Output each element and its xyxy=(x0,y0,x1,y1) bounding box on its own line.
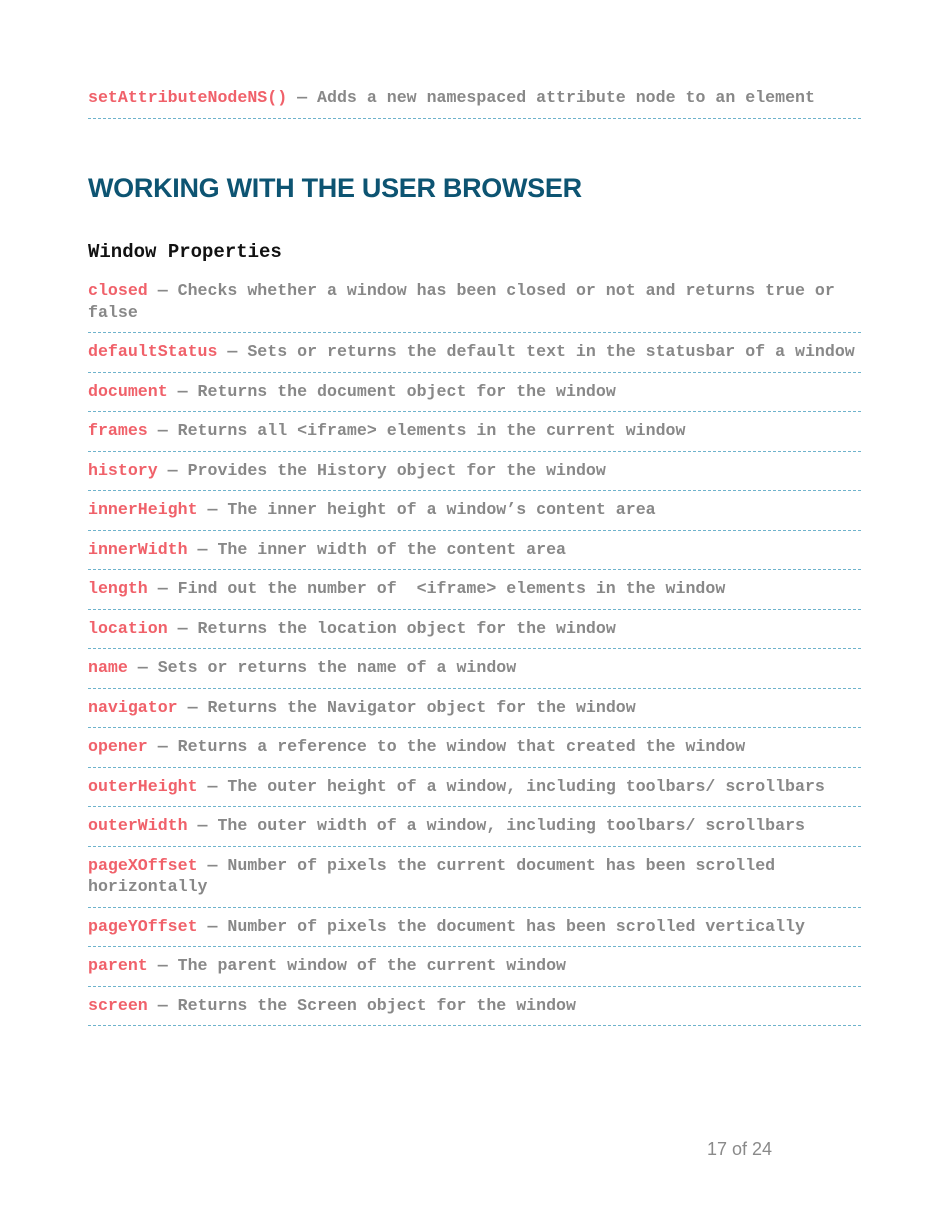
property-entry-screen xyxy=(88,987,861,1027)
property-term: history xyxy=(88,460,158,480)
property-term: name xyxy=(88,658,128,677)
property-term: innerHeight xyxy=(88,500,198,519)
property-entry-parent xyxy=(88,947,861,987)
subsection-title: Window Properties xyxy=(88,241,282,263)
property-term: opener xyxy=(88,737,148,756)
property-description: — Returns the document object for the window xyxy=(167,381,616,401)
property-term: closed xyxy=(88,281,148,300)
property-entry-navigator xyxy=(88,689,861,729)
property-term: pageXOffset xyxy=(88,855,198,875)
property-entry-pageXOffset xyxy=(88,847,861,908)
property-term: defaultStatus xyxy=(88,342,218,361)
property-description: — Returns the Navigator object for the window xyxy=(177,697,636,717)
property-description: — Find out the number of <iframe> elements in the window xyxy=(147,579,726,598)
property-description: — Sets or returns the default text in the statusbar of a window xyxy=(217,342,855,361)
property-description: — Sets or returns the name of a window xyxy=(127,658,517,677)
property-description: — The inner width of the content area xyxy=(187,539,566,559)
property-entry-pageYOffset xyxy=(88,908,861,948)
intro-entry xyxy=(88,79,861,119)
window-properties-list xyxy=(88,272,861,1026)
property-entry-opener xyxy=(88,728,861,768)
property-description: — Number of pixels the current document has been scrolled horizontally xyxy=(88,855,786,896)
property-entry-location xyxy=(88,610,861,650)
page-number: 17 of 24 xyxy=(706,1139,772,1159)
property-description: — Returns the location object for the window xyxy=(167,618,616,638)
property-description: — Returns a reference to the window that created the window xyxy=(147,737,746,756)
property-term: document xyxy=(88,381,168,401)
entry-description: — Adds a new namespaced attribute node to an element xyxy=(287,88,815,107)
property-term: frames xyxy=(88,421,148,440)
property-entry-outerHeight xyxy=(88,768,861,808)
property-entry-innerHeight xyxy=(88,491,861,531)
property-entry-closed xyxy=(88,272,861,333)
property-term: parent xyxy=(88,956,148,975)
property-entry-history xyxy=(88,452,861,492)
property-description: — Returns all <iframe> elements in the current window xyxy=(147,421,686,440)
property-description: — Provides the History object for the window xyxy=(157,460,606,480)
property-term: screen xyxy=(88,995,148,1015)
property-term: outerHeight xyxy=(88,776,198,796)
property-entry-name xyxy=(88,649,861,689)
property-entry-outerWidth xyxy=(88,807,861,847)
property-term: length xyxy=(88,579,148,598)
property-entry-length xyxy=(88,570,861,610)
definition-entry xyxy=(88,79,861,119)
section-title: WORKING WITH THE USER BROWSER xyxy=(88,173,582,203)
property-description: — The inner height of a window’s content area xyxy=(197,500,656,519)
property-entry-frames xyxy=(88,412,861,452)
entry-term: setAttributeNodeNS() xyxy=(88,88,288,107)
property-description: — The parent window of the current window xyxy=(147,956,566,975)
property-description: — The outer width of a window, including toolbars/ scrollbars xyxy=(187,816,805,835)
property-term: location xyxy=(88,618,168,638)
property-description: — Returns the Screen object for the window xyxy=(147,995,576,1015)
property-term: pageYOffset xyxy=(88,916,198,936)
property-term: outerWidth xyxy=(88,816,188,835)
property-description: — Number of pixels the document has been scrolled vertically xyxy=(197,916,805,936)
property-description: — The outer height of a window, including toolbars/ scrollbars xyxy=(197,776,825,796)
property-description: — Checks whether a window has been closed or not and returns true or false xyxy=(88,281,845,322)
property-term: innerWidth xyxy=(88,539,188,559)
property-term: navigator xyxy=(88,697,178,717)
property-entry-innerWidth xyxy=(88,531,861,571)
property-entry-defaultStatus xyxy=(88,333,861,373)
property-entry-document xyxy=(88,373,861,413)
